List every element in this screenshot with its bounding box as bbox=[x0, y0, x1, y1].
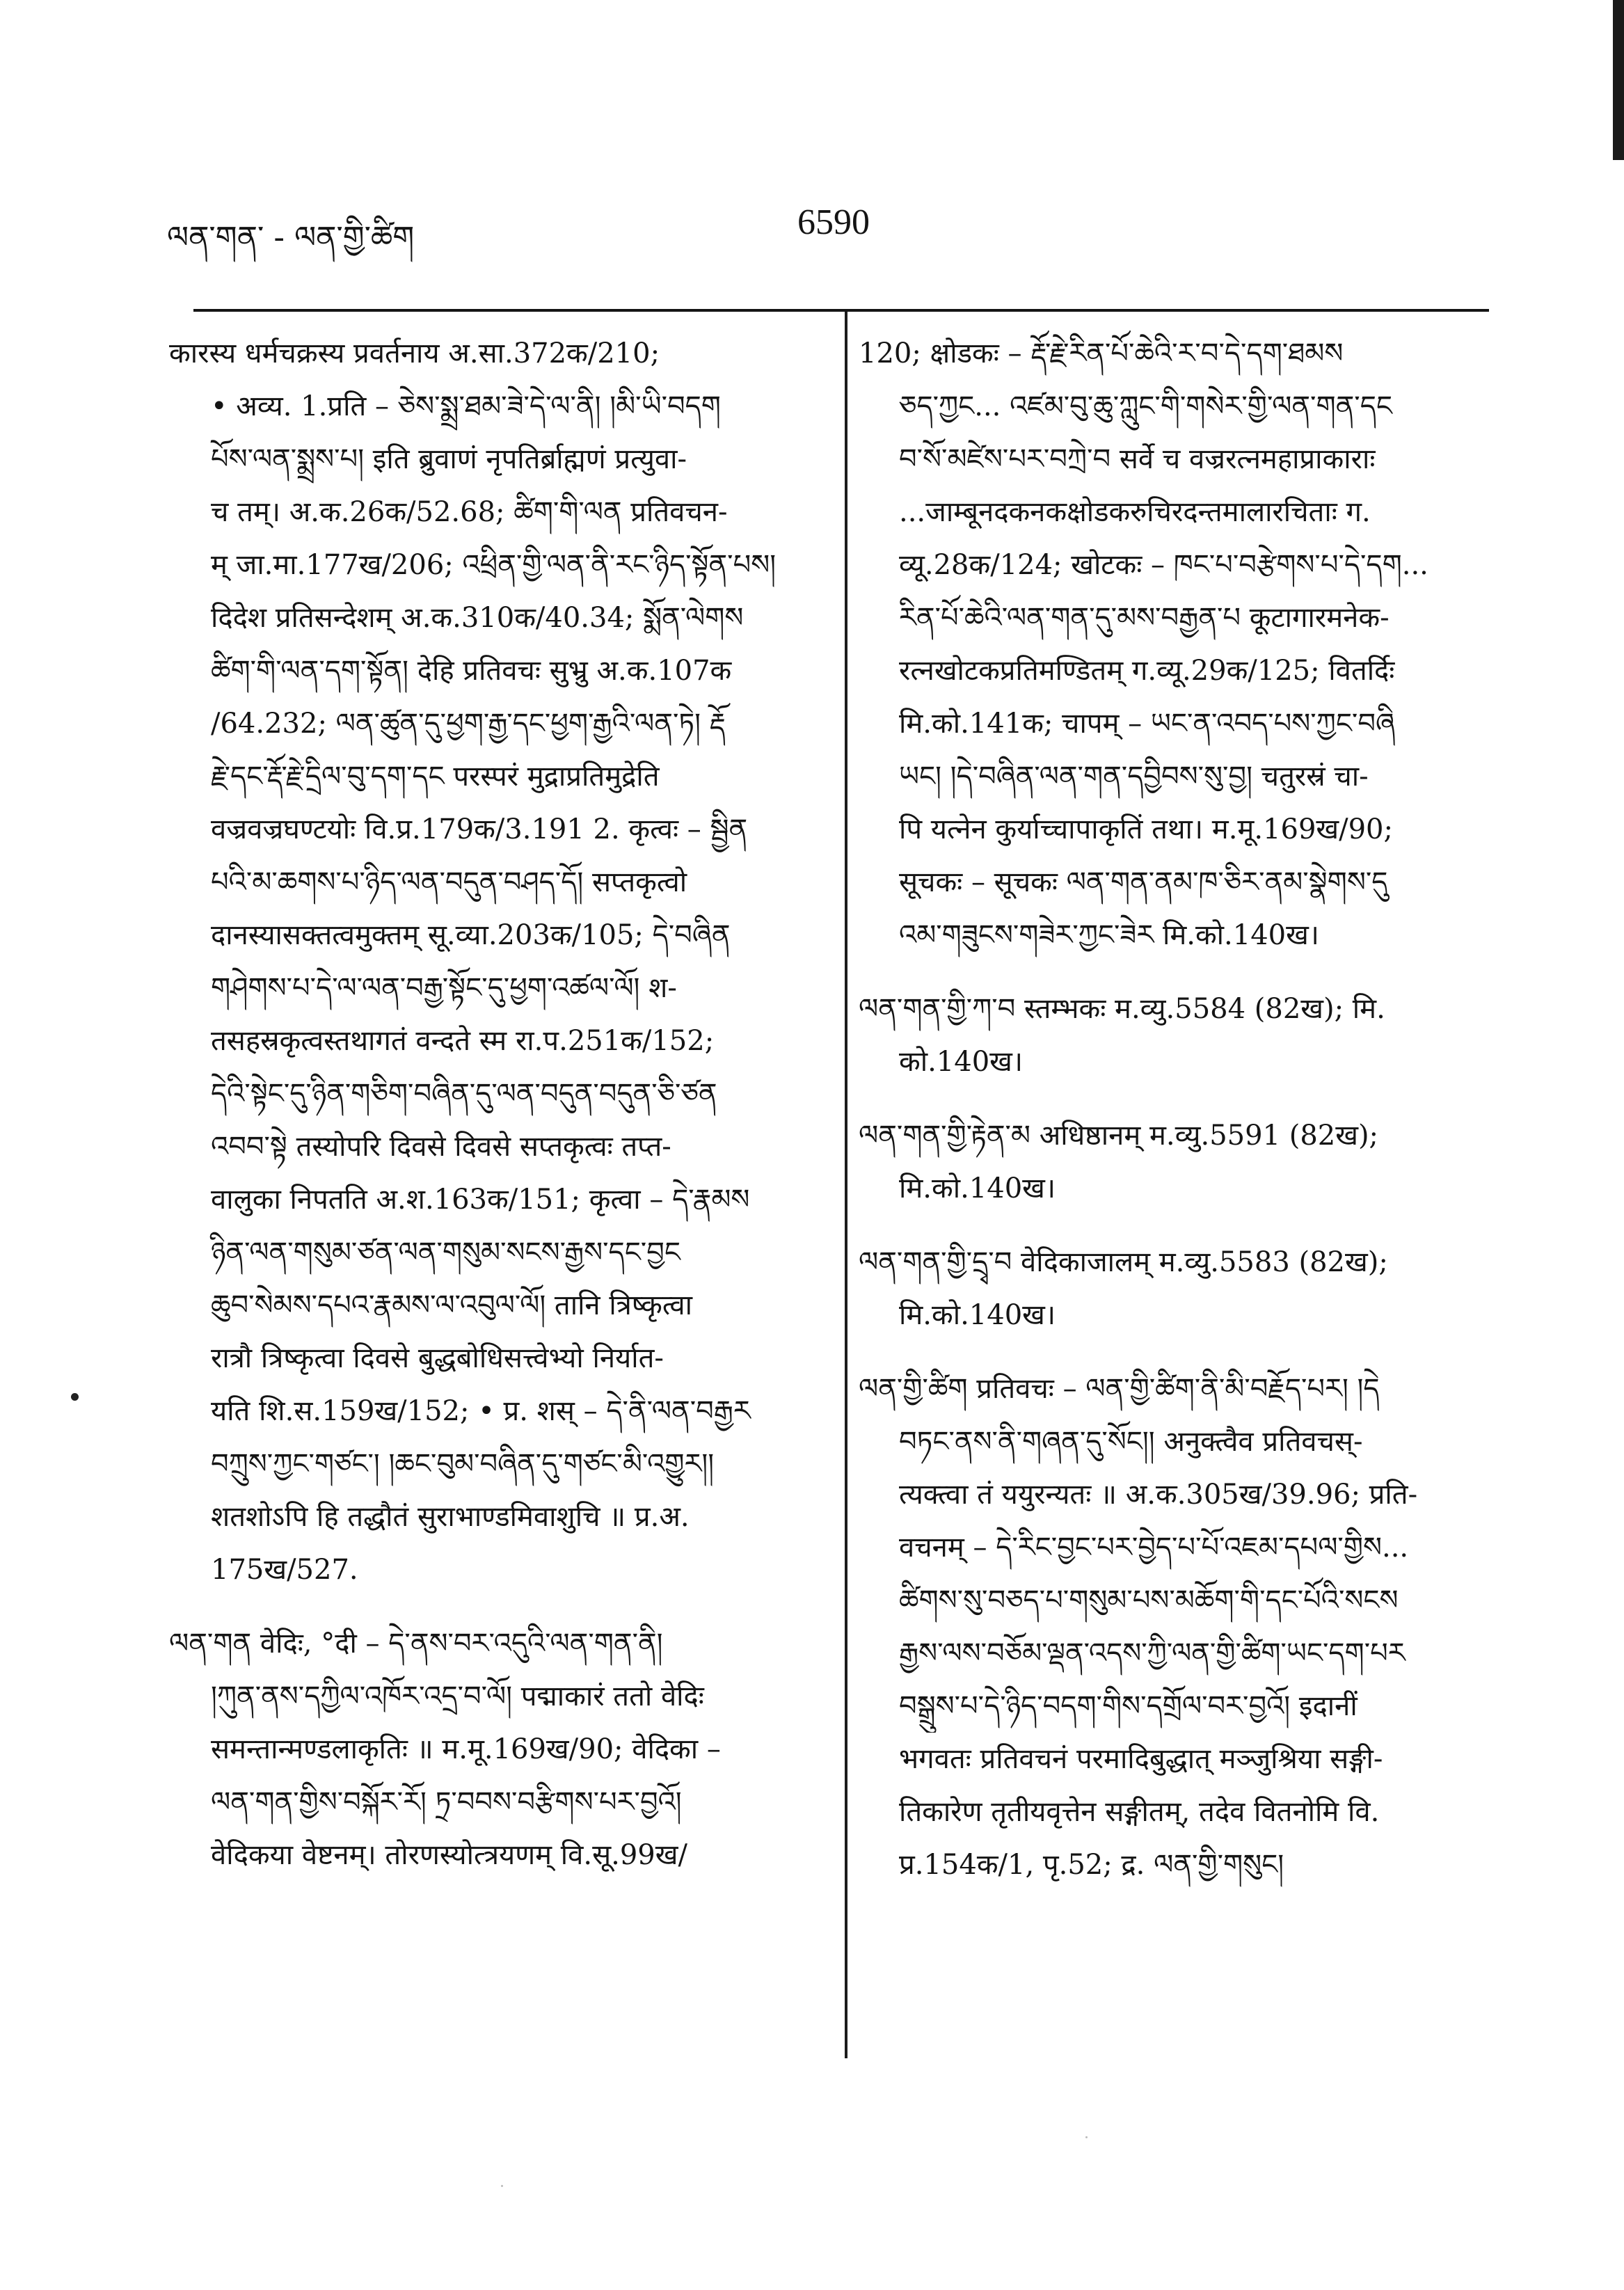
text-line: འམ་གཟུངས་གཟེར་ཀྱང་ཟེར मि.को.140ख। bbox=[899, 919, 1319, 951]
edge-mark bbox=[1613, 0, 1624, 160]
text-line: सूचकः – सूचकः ལན་གན་ནམ་ཁ་ཅིར་ནམ་སྣེགས་དུ bbox=[899, 866, 1388, 898]
text-line: मि.को.140ख। bbox=[899, 1299, 1056, 1331]
entry-gap bbox=[859, 1088, 1482, 1109]
text-line: 120; क्षोडकः – རྡོ་རྗེ་རིན་པོ་ཆེའི་ར་བ་དེ་དག་ཐམས bbox=[859, 337, 1344, 369]
text-line: तिकारेण तृतीयवृत्तेन सङ्गीतम्, तदेव वितनोमि वि. bbox=[899, 1796, 1380, 1828]
entry-headword-line: ལན་གན་གྱི་ཀ་བ स्तम्भकः म.व्यु.5584 (82ख); मि. bbox=[859, 993, 1385, 1025]
text-line: म् जा.मा.177ख/206; འཕྲིན་གྱི་ལན་ནི་རང་ཉིད་སྟོན་པས། bbox=[211, 549, 777, 581]
text-line: བ་སོ་མཛེས་པར་བཀྲེ་བ सर्वे च वज्ररत्नमहाप्राकाराः bbox=[899, 443, 1376, 475]
text-line: ཚིགས་སུ་བཅད་པ་གསུམ་པས་མཆོག་གི་དང་པོའི་སངས bbox=[899, 1584, 1399, 1616]
entry-headword-line: ལན་གན वेदिः, °दी – དེ་ནས་བར་འདུའི་ལན་གན་ནི། bbox=[169, 1628, 663, 1660]
header-rule bbox=[193, 309, 1489, 312]
text-line: दानस्यासक्तत्वमुक्तम् सू.व्या.203क/105; དེ་བཞིན bbox=[211, 919, 731, 951]
text-line: ཚིག་གི་ལན་དག་སྟོན། देहि प्रतिवचः सुभ्रु अ.क.107क bbox=[211, 655, 732, 687]
text-line: भगवतः प्रतिवचनं परमादिबुद्धात् मञ्जुश्रिया सङ्गी- bbox=[899, 1743, 1383, 1775]
scan-speck bbox=[1085, 2136, 1088, 2138]
text-line: ཅད་ཀྱང... འཛམ་བུ་ཆུ་ཀླུང་གི་གསེར་གྱི་ལན་གན་དང bbox=[899, 390, 1392, 422]
left-column bbox=[169, 327, 794, 1882]
text-line: पि यत्नेन कुर्याच्चापाकृतिं तथा। म.मू.169ख/90; bbox=[899, 813, 1393, 845]
entry-headword-line: ལན་གན་གྱི་རྟེན་མ अधिष्ठानम् म.व्यु.5591 (82ख); bbox=[859, 1120, 1379, 1152]
text-line: རིན་པོ་ཆེའི་ལན་གན་དུ་མས་བརྒྱན་པ कूटागारमनेक- bbox=[899, 602, 1390, 634]
text-line: /64.232; ལན་ཚུན་དུ་ཕྱག་རྒྱ་དང་ཕྱག་རྒྱའི་ལན་ཏེ། རྡོ bbox=[211, 708, 726, 740]
text-line: དེའི་སྟེང་དུ་ཉིན་གཅིག་བཞིན་དུ་ལན་བདུན་བདུན་ཅི་ཙན bbox=[211, 1078, 717, 1110]
text-line: པོས་ལན་སྨྲས་པ། इति ब्रुवाणं नृपतिर्ब्राह्मणं प्रत्युवा- bbox=[211, 443, 687, 475]
text-line: །ཀུན་ནས་དཀྱིལ་འཁོར་འདྲ་བ་ལོ། पद्माकारं ततो वेदिः bbox=[211, 1680, 704, 1712]
text-line: मि.को.141क; चापम् – ཡང་ན་འབད་པས་ཀྱང་བཞི bbox=[899, 708, 1395, 740]
entry-gap bbox=[169, 1596, 794, 1617]
entry-gap bbox=[859, 1342, 1482, 1362]
text-line: तसहस्रकृत्वस्तथागतं वन्दते स्म रा.प.251क/152; bbox=[211, 1025, 715, 1057]
text-line: दिदेश प्रतिसन्देशम् अ.क.310क/40.34; སྨོན་ལེགས bbox=[211, 602, 744, 634]
text-line: रात्रौ त्रिष्कृत्वा दिवसे बुद्धबोधिसत्त्वेभ्यो निर्यात- bbox=[211, 1342, 664, 1374]
text-line: ཆུབ་སེམས་དཔའ་རྣམས་ལ་འབུལ་ལོ། तानि त्रिष्कृत्वा bbox=[211, 1289, 693, 1321]
page-number: 6590 bbox=[797, 202, 870, 242]
text-line: यति शि.स.159ख/152; • प्र. शस् – དེ་ནི་ལན་བརྒྱར bbox=[211, 1395, 751, 1427]
text-line: པའི་མ་ཆགས་པ་ཉིད་ལན་བདུན་བཤད་དོ། सप्तकृत्वो bbox=[211, 866, 687, 898]
text-line: व्यू.28क/124; खोटकः – ཁང་པ་བརྩེགས་པ་དེ་དག... bbox=[899, 549, 1428, 581]
text-line: वेदिकया वेष्टनम्। तोरणस्योत्त्रयणम् वि.सू.99ख/ bbox=[211, 1839, 687, 1871]
text-line: प्र.154क/1, पृ.52; द्र. ལན་གྱི་གསུང། bbox=[899, 1849, 1284, 1881]
column-divider bbox=[845, 312, 847, 2058]
text-line: समन्तान्मण्डलाकृतिः ॥ म.मू.169ख/90; वेदिका – bbox=[211, 1733, 721, 1765]
text-line: བཏང་ནས་ནི་གཞན་དུ་སོང།། अनुक्त्वैव प्रतिवचस्- bbox=[899, 1426, 1363, 1458]
entry-headword-line: ལན་གན་གྱི་དྲྭ་བ वेदिकाजालम् म.व्यु.5583 (82ख); bbox=[859, 1246, 1388, 1278]
entry-gap bbox=[859, 962, 1482, 983]
text-line: འབབ་སྟེ तस्योपरि दिवसे दिवसे सप्तकृत्वः तप्त- bbox=[211, 1131, 671, 1163]
text-line: ...जाम्बूनदकनकक्षोडकरुचिरदन्तमालारचिताः ग. bbox=[899, 496, 1371, 528]
text-line: शतशोऽपि हि तद्धौतं सुराभाण्डमिवाशुचि ॥ प्र.अ. bbox=[211, 1501, 690, 1533]
text-line: मि.को.140ख। bbox=[899, 1172, 1056, 1204]
entry-headword-line: ལན་གྱི་ཚིག प्रतिवचः – ལན་གྱི་ཚིག་ནི་མི་བརྗོད་པར། །དེ bbox=[859, 1373, 1380, 1405]
entry-gap bbox=[859, 1215, 1482, 1236]
margin-dot bbox=[71, 1393, 79, 1401]
text-line: གཤེགས་པ་དེ་ལ་ལན་བརྒྱ་སྟོང་དུ་ཕྱག་འཚལ་ལོ། श- bbox=[211, 972, 677, 1004]
text-line: च तम्। अ.क.26क/52.68; ཚིག་གི་ལན प्रतिवचन- bbox=[211, 496, 728, 528]
text-line: ལན་གན་གྱིས་བསྐོར་རོ། ཏྲ་བབས་བརྩིགས་པར་བྱའོ། bbox=[211, 1786, 682, 1818]
text-line: रत्नखोटकप्रतिमण्डितम् ग.व्यू.29क/125; वितर्दिः bbox=[899, 655, 1395, 687]
text-line: वज्रवज्रघण्टयोः वि.प्र.179क/3.191 2. कृत्वः – སྦྱིན bbox=[211, 813, 748, 845]
text-line: ཉིན་ལན་གསུམ་ཙན་ལན་གསུམ་སངས་རྒྱས་དང་བྱང bbox=[211, 1237, 680, 1269]
text-line: ཡང། །དེ་བཞིན་ལན་གན་དབྱིབས་སུ་བྱ། चतुरस्रं चा- bbox=[899, 761, 1369, 793]
text-line: • अव्य. 1.प्रति – ཅེས་སྨྲ་ཐམ་ཟེ་དེ་ལ་ནི། །མི་ཡི་བདག bbox=[211, 390, 721, 422]
running-head: ལན་གན་ - ལན་གྱི་ཚིག bbox=[167, 220, 415, 255]
text-line: कारस्य धर्मचक्रस्य प्रवर्तनाय अ.सा.372क/210; bbox=[169, 337, 660, 369]
text-line: वालुका निपतति अ.श.163क/151; कृत्वा – དེ་རྣམས bbox=[211, 1184, 750, 1216]
scan-speck bbox=[501, 2185, 503, 2187]
text-line: को.140ख। bbox=[899, 1046, 1024, 1078]
text-line: 175ख/527. bbox=[211, 1554, 358, 1586]
text-line: བསྒྲུས་པ་དེ་ཉིད་བདག་གིས་དགྲོལ་བར་བྱའོ། इदानीं bbox=[899, 1690, 1358, 1722]
text-line: वचनम् – དེ་རིང་བྱང་པར་བྱེད་པ་པོ་འཇམ་དཔལ་གྱིས... bbox=[899, 1532, 1409, 1564]
text-line: རྗེ་དང་རྡོ་རྗེ་དྲིལ་བུ་དག་དང परस्परं मुद्राप्रतिमुद्रेति bbox=[211, 761, 660, 793]
text-line: བཀྲུས་ཀྱང་གཙང་། །ཆང་བུམ་བཞིན་དུ་གཙང་མི་འགྱུར།། bbox=[211, 1448, 715, 1480]
text-line: རྒྱས་ལས་བཅོམ་ལྡན་འདས་ཀྱི་ལན་གྱི་ཚིག་ཡང་དག་པར bbox=[899, 1637, 1406, 1669]
right-column bbox=[859, 327, 1482, 1891]
text-line: त्यक्त्वा तं ययुरन्यतः ॥ अ.क.305ख/39.96; प्रति- bbox=[899, 1479, 1418, 1511]
